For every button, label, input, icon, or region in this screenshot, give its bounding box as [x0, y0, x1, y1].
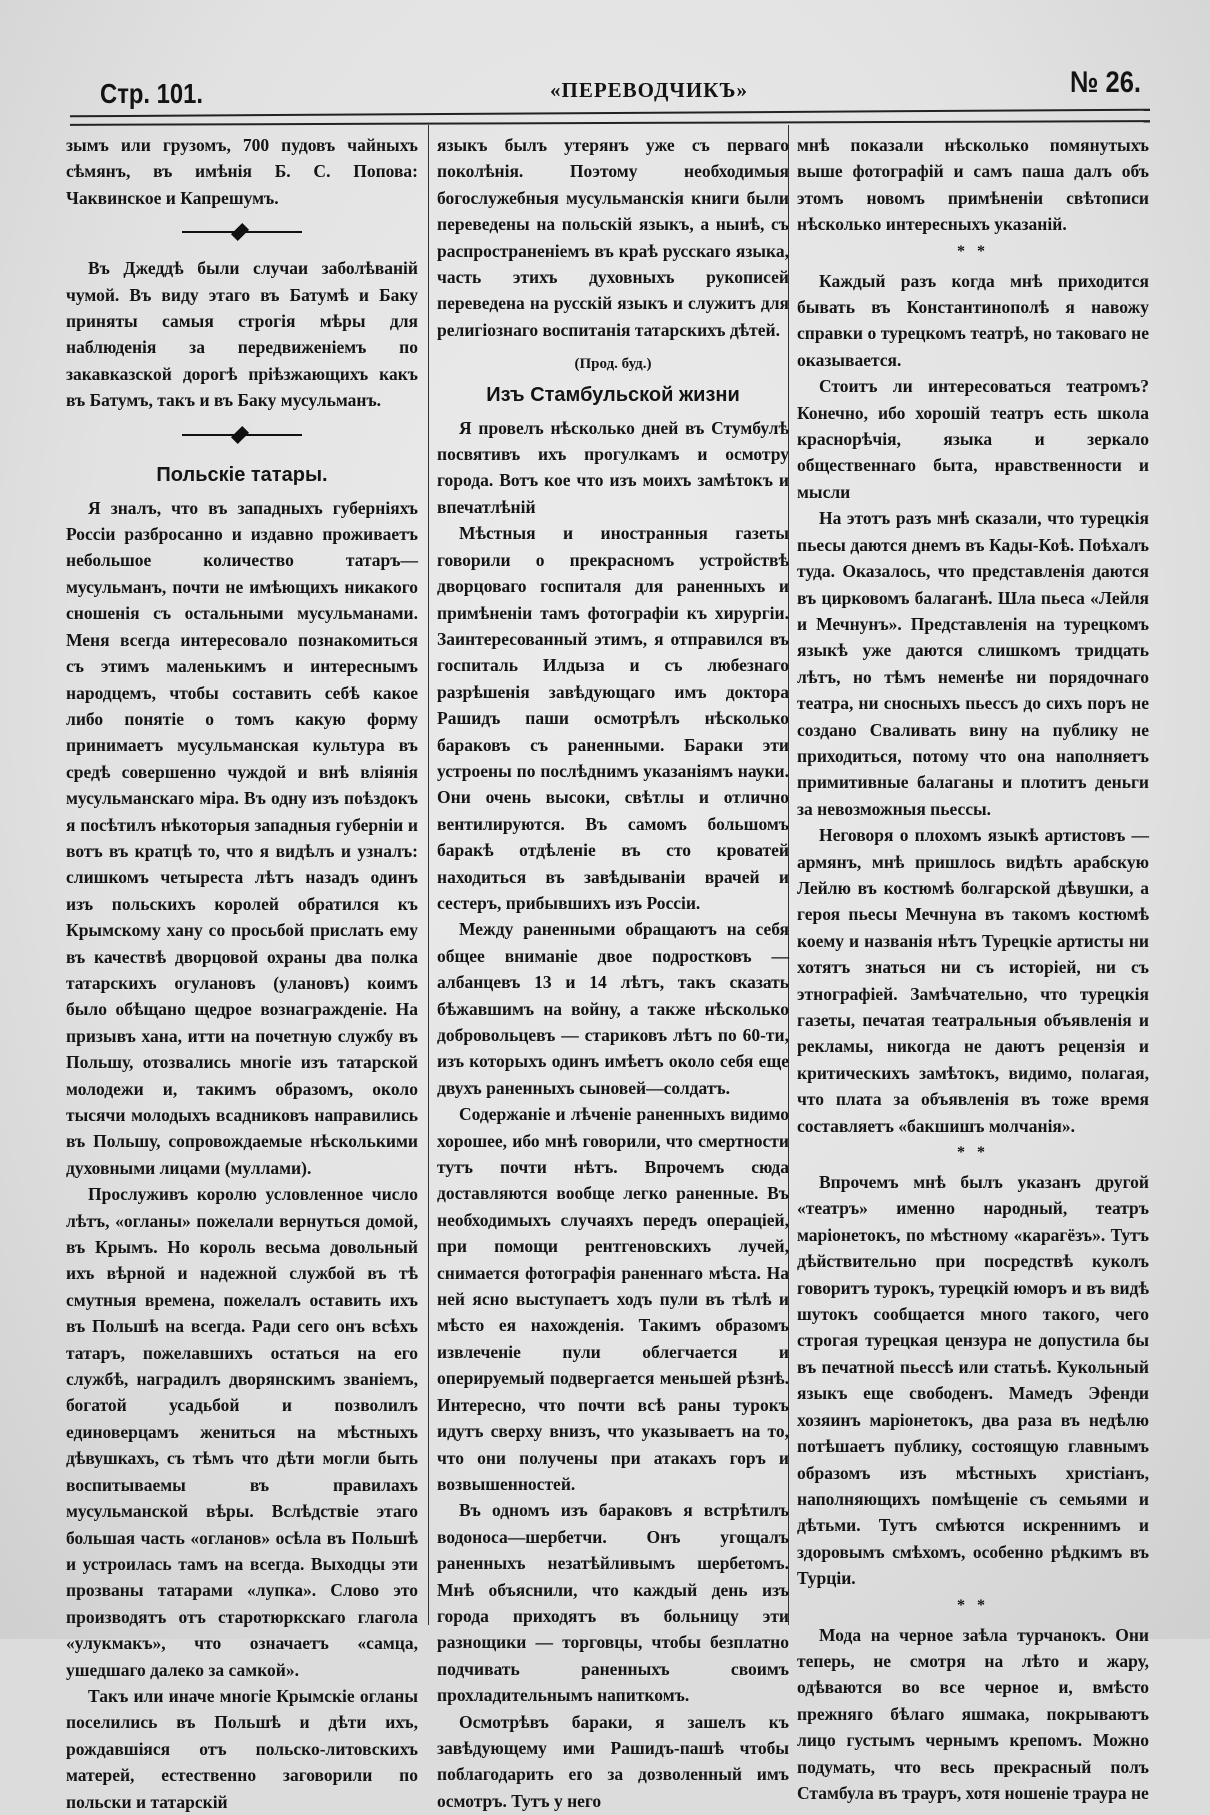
page-number: Стр. 101. [100, 78, 203, 109]
paragraph: Каждый разъ когда мнѣ приходится бывать въ Константинополѣ я навожу справки о турецкомъ театрѣ, но таковаго не оказывается. [797, 270, 1149, 370]
paragraph: Осмотрѣвъ бараки, я зашелъ къ завѣдующему ими Рашидъ-пашѣ чтобы поблагодарить его за дозволенный имъ осмотръ. Тутъ у него [437, 1711, 789, 1811]
column-2 [437, 132, 789, 1814]
section-break-stars: * * [957, 242, 989, 260]
paragraph: языкъ былъ утерянъ уже съ перваго поколѣнія. Поэтому необходимыя богослужебныя мусульманскія книги были переведены на польскій языкъ, а нынѣ, съ распространеніемъ въ краѣ русскаго языка, часть этихъ духовныхъ рукописей переведена на русскій языкъ и служитъ для религіознаго воспитанія татарскихъ дѣтей. [437, 135, 789, 340]
ornament-divider [66, 211, 418, 255]
paragraph: Впрочемъ мнѣ былъ указанъ другой «театръ» именно народный, театръ маріонетокъ, по мѣстному «карагёзъ». Тутъ дѣйствительно при посредствѣ куколъ говоритъ турокъ, турецкій юморъ и въ видѣ шутокъ сообщается много такого, чего строгая турецкая цензура не допустила бы въ печатной пьессѣ или статьѣ. Кукольный языкъ еще свободенъ. Мамедъ Эфенди хозяинъ маріонетокъ, два раза въ недѣлю потѣшаетъ публику, состоящую главнымъ образомъ изъ мѣстныхъ христіанъ, наполняющихъ помѣщеніе съ семьями и дѣтьми. Тутъ смѣются искреннимъ и здоровымъ смѣхомъ, особенно рѣдкимъ въ Турціи. [797, 1172, 1149, 1589]
paragraph: Я провелъ нѣсколько дней въ Стумбулѣ посвятивъ ихъ прогулкамъ и осмотру города. Вотъ кое что изъ моихъ замѣтокъ и впечатлѣній [437, 417, 789, 517]
paragraph: Въ Джеддѣ были случаи заболѣваній чумой. Въ виду этаго въ Батумѣ и Баку приняты самыя строгія мѣры для наблюденія за передвиженіемъ по закавказской дорогѣ пріѣзжающихъ какъ въ Батумъ, такъ и въ Баку мусульманъ. [66, 258, 418, 411]
paragraph: Я зналъ, что въ западныхъ губерніяхъ Россіи разбросанно и издавно проживаетъ небольшое количество татаръ—мусульманъ, почти не имѣющихъ никакого сношенія съ остальными мусульманами. Меня всегда интересовало познакомиться съ этимъ маленькимъ и интереснымъ народцемъ, чтобы составить себѣ какое либо понятіе о томъ какую форму принимаетъ мусульманская культура въ средѣ совершенно чуждой и внѣ вліянія мусульманскаго міра. Въ одну изъ поѣздокъ я посѣтилъ нѣкоторыя западныя губерніи и вотъ въ кратцѣ то, что я видѣлъ и узналъ: слишкомъ четыреста лѣтъ назадъ одинъ изъ польскихъ королей обратился къ Крымскому хану со просьбой прислать ему въ качествѣ дворцовой охраны два полка татарскихъ огулановъ (улановъ) коимъ было обѣщано щедрое вознагражденіе. На призывъ хана, итти на почетную службу въ Польшу, отозвались многіе изъ татарской молодежи и, такимъ образомъ, около тысячи молодыхъ всадниковъ направились въ Польшу, сопровождаемые нѣсколькими духовными лицами (муллами). [66, 497, 418, 1178]
paragraph: Содержаніе и лѣченіе раненныхъ видимо хорошее, ибо мнѣ говорили, что смертности тутъ почти нѣтъ. Впрочемъ сюда доставляются вообще легко раненные. Въ необходимыхъ случаяхъ передъ операціей, при помощи рентгеновскихъ лучей, снимается фотографія раненнаго мѣста. На ней ясно выступаетъ ходъ пули въ тѣлѣ и мѣсто ея нахожденія. Такимъ образомъ извлеченіе пули облегчается и оперируемый подвергается меньшей рѣзнѣ. Интересно, что почти всѣ раны турокъ идутъ сверху внизъ, что указываетъ на то, что они получены при атакахъ горъ и возвышенностей. [437, 1104, 789, 1494]
article-heading: Польскіе татары. [156, 463, 328, 486]
paragraph: Въ одномъ изъ бараковъ я встрѣтилъ водоноса—шербетчи. Онъ угощалъ раненныхъ незатѣйливымъ шербетомъ. Мнѣ объяснили, что каждый день изъ города приходятъ въ больницу эти разнощики — торговцы, чтобы безплатно подчивать раненныхъ своимъ прохладительнымъ напиткомъ. [437, 1500, 789, 1706]
article-heading: Изъ Стамбульской жизни [486, 383, 740, 406]
paragraph: Мода на черное заѣла турчанокъ. Они теперь, не смотря на лѣто и жару, одѣваются во все черное и, вмѣсто прежняго бѣлаго яшмака, покрываютъ лицо густымъ чернымъ крепомъ. Можно подумать, что весь прекрасный полъ Стамбула въ трауръ, хотя ношеніе траура не [797, 1624, 1149, 1803]
paragraph: Прослуживъ королю условленное число лѣтъ, «огланы» пожелали вернуться домой, въ Крымъ. Но король весьма довольный ихъ вѣрной и надежной службой въ тѣ смутныя времена, пожелалъ оставить ихъ въ Польшѣ на всегда. Ради сего онъ всѣхъ татаръ, пожелавшихъ остаться на его службѣ, наградилъ дворянскимъ званіемъ, богатой усадьбой и позволилъ единоверцамъ жениться на мѣстныхъ дѣвушкахъ, съ тѣмъ что дѣти могли быть воспитываемы въ правилахъ мусульманской вѣры. Вслѣдствіе этаго большая часть «огланов» осѣла въ Польшѣ и устроилась тамъ на всегда. Выходцы эти прозваны татарами «лупка». Слово это производятъ отъ старотюркскаго глагола «улукмакъ», что означаетъ «самца, ушедшаго далеко за самкой». [66, 1184, 418, 1680]
ornament-divider [66, 414, 418, 458]
paragraph: Такъ или иначе многіе Крымскіе огланы поселились въ Польшѣ и дѣти ихъ, рождавшіяся отъ польско-литовскихъ матерей, естественно заговорили по польски и татарскій [66, 1685, 418, 1812]
paragraph: Стоитъ ли интересоваться театромъ? Конечно, ибо хорошій театръ есть школа краснорѣчія, языка и зеркало общественнаго быта, нравственности и мысли [797, 376, 1149, 502]
newspaper-title: «ПЕРЕВОДЧИКЪ» [550, 78, 748, 102]
column-3 [797, 132, 1149, 1806]
paragraph: Между раненными обращаютъ на себя общее вниманіе двое подростковъ — албанцевъ 13 и 14 лѣтъ, такъ сказать бѣжавшимъ на войну, а также нѣсколько добровольцевъ — стариковъ лѣтъ по 60-ти, изъ которыхъ одинъ имѣетъ около себя еще двухъ раненныхъ сыновей—солдатъ. [437, 919, 789, 1098]
paragraph: Неговоря о плохомъ языкѣ артистовъ — армянъ, мнѣ пришлось видѣть арабскую Лейлю въ костюмѣ болгарской дѣвушки, а героя пьесы Мечнуна въ такомъ костюмѣ коему и названія нѣтъ Турецкіе артисты ни хотятъ знаться ни съ исторіей, ни съ этнографіей. Замѣчательно, что турецкія газеты, печатая театральныя объявленія и рекламы, никогда не даютъ рецензія и критическихъ замѣтокъ, видимо, полагая, что плата за объявленія въ тоже время составляетъ «бакшишъ молчанія». [797, 825, 1149, 1136]
section-break-stars: * * [957, 1144, 989, 1162]
continuation-note: (Прод. буд.) [574, 356, 652, 373]
paragraph: Мѣстныя и иностранныя газеты говорили о прекрасномъ устройствѣ дворцоваго госпиталя для раненныхъ и примѣненіи тамъ фотографіи къ хирургіи. Заинтересованный этимъ, я отправился въ госпиталь Илдыза и съ любезнаго разрѣшенія завѣдующаго имъ доктора Рашидъ паши осмотрѣлъ нѣсколько бараковъ съ раненными. Бараки эти устроены по послѣднимъ указаніямъ науки. Они очень высоки, свѣтлы и отлично вентилируются. Въ самомъ большомъ баракѣ отдѣленіе въ сто кроватей находиться въ завѣдываніи врачей и сестеръ, прибывшихъ изъ Россіи. [437, 523, 789, 913]
column-divider [428, 125, 429, 1625]
section-break-stars: * * [957, 1596, 989, 1614]
issue-number: № 26. [1070, 66, 1141, 99]
paragraph: На этотъ разъ мнѣ сказали, что турецкія пьесы даются днемъ въ Кады-Коѣ. Поѣхалъ туда. Оказалось, что представленія даются въ цирковомъ балаганѣ. Шла пьеса «Лейля и Мечнунъ». Представленія на турецкомъ языкѣ уже даются слишкомъ тридцать лѣтъ, но тѣмъ неменѣе ни порядочнаго театра, ни сносныхъ пьессъ до сихъ поръ не создано Сваливать вину на публику не приходиться, потому что она наполняетъ примитивные балаганы и плотитъ деньги за невозможныя пьессы. [797, 508, 1149, 819]
column-1 [66, 132, 418, 1815]
header-rule [70, 120, 1150, 126]
paragraph: зымъ или грузомъ, 700 пудовъ чайныхъ сѣмянъ, въ имѣнія Б. С. Попова: Чаквинское и Капрешумъ. [66, 135, 418, 208]
paragraph: мнѣ показали нѣсколько помянутыхъ выше фотографій и самъ паша далъ объ этомъ новомъ примѣненіи свѣтописи нѣсколько интересныхъ указаній. [797, 135, 1149, 235]
